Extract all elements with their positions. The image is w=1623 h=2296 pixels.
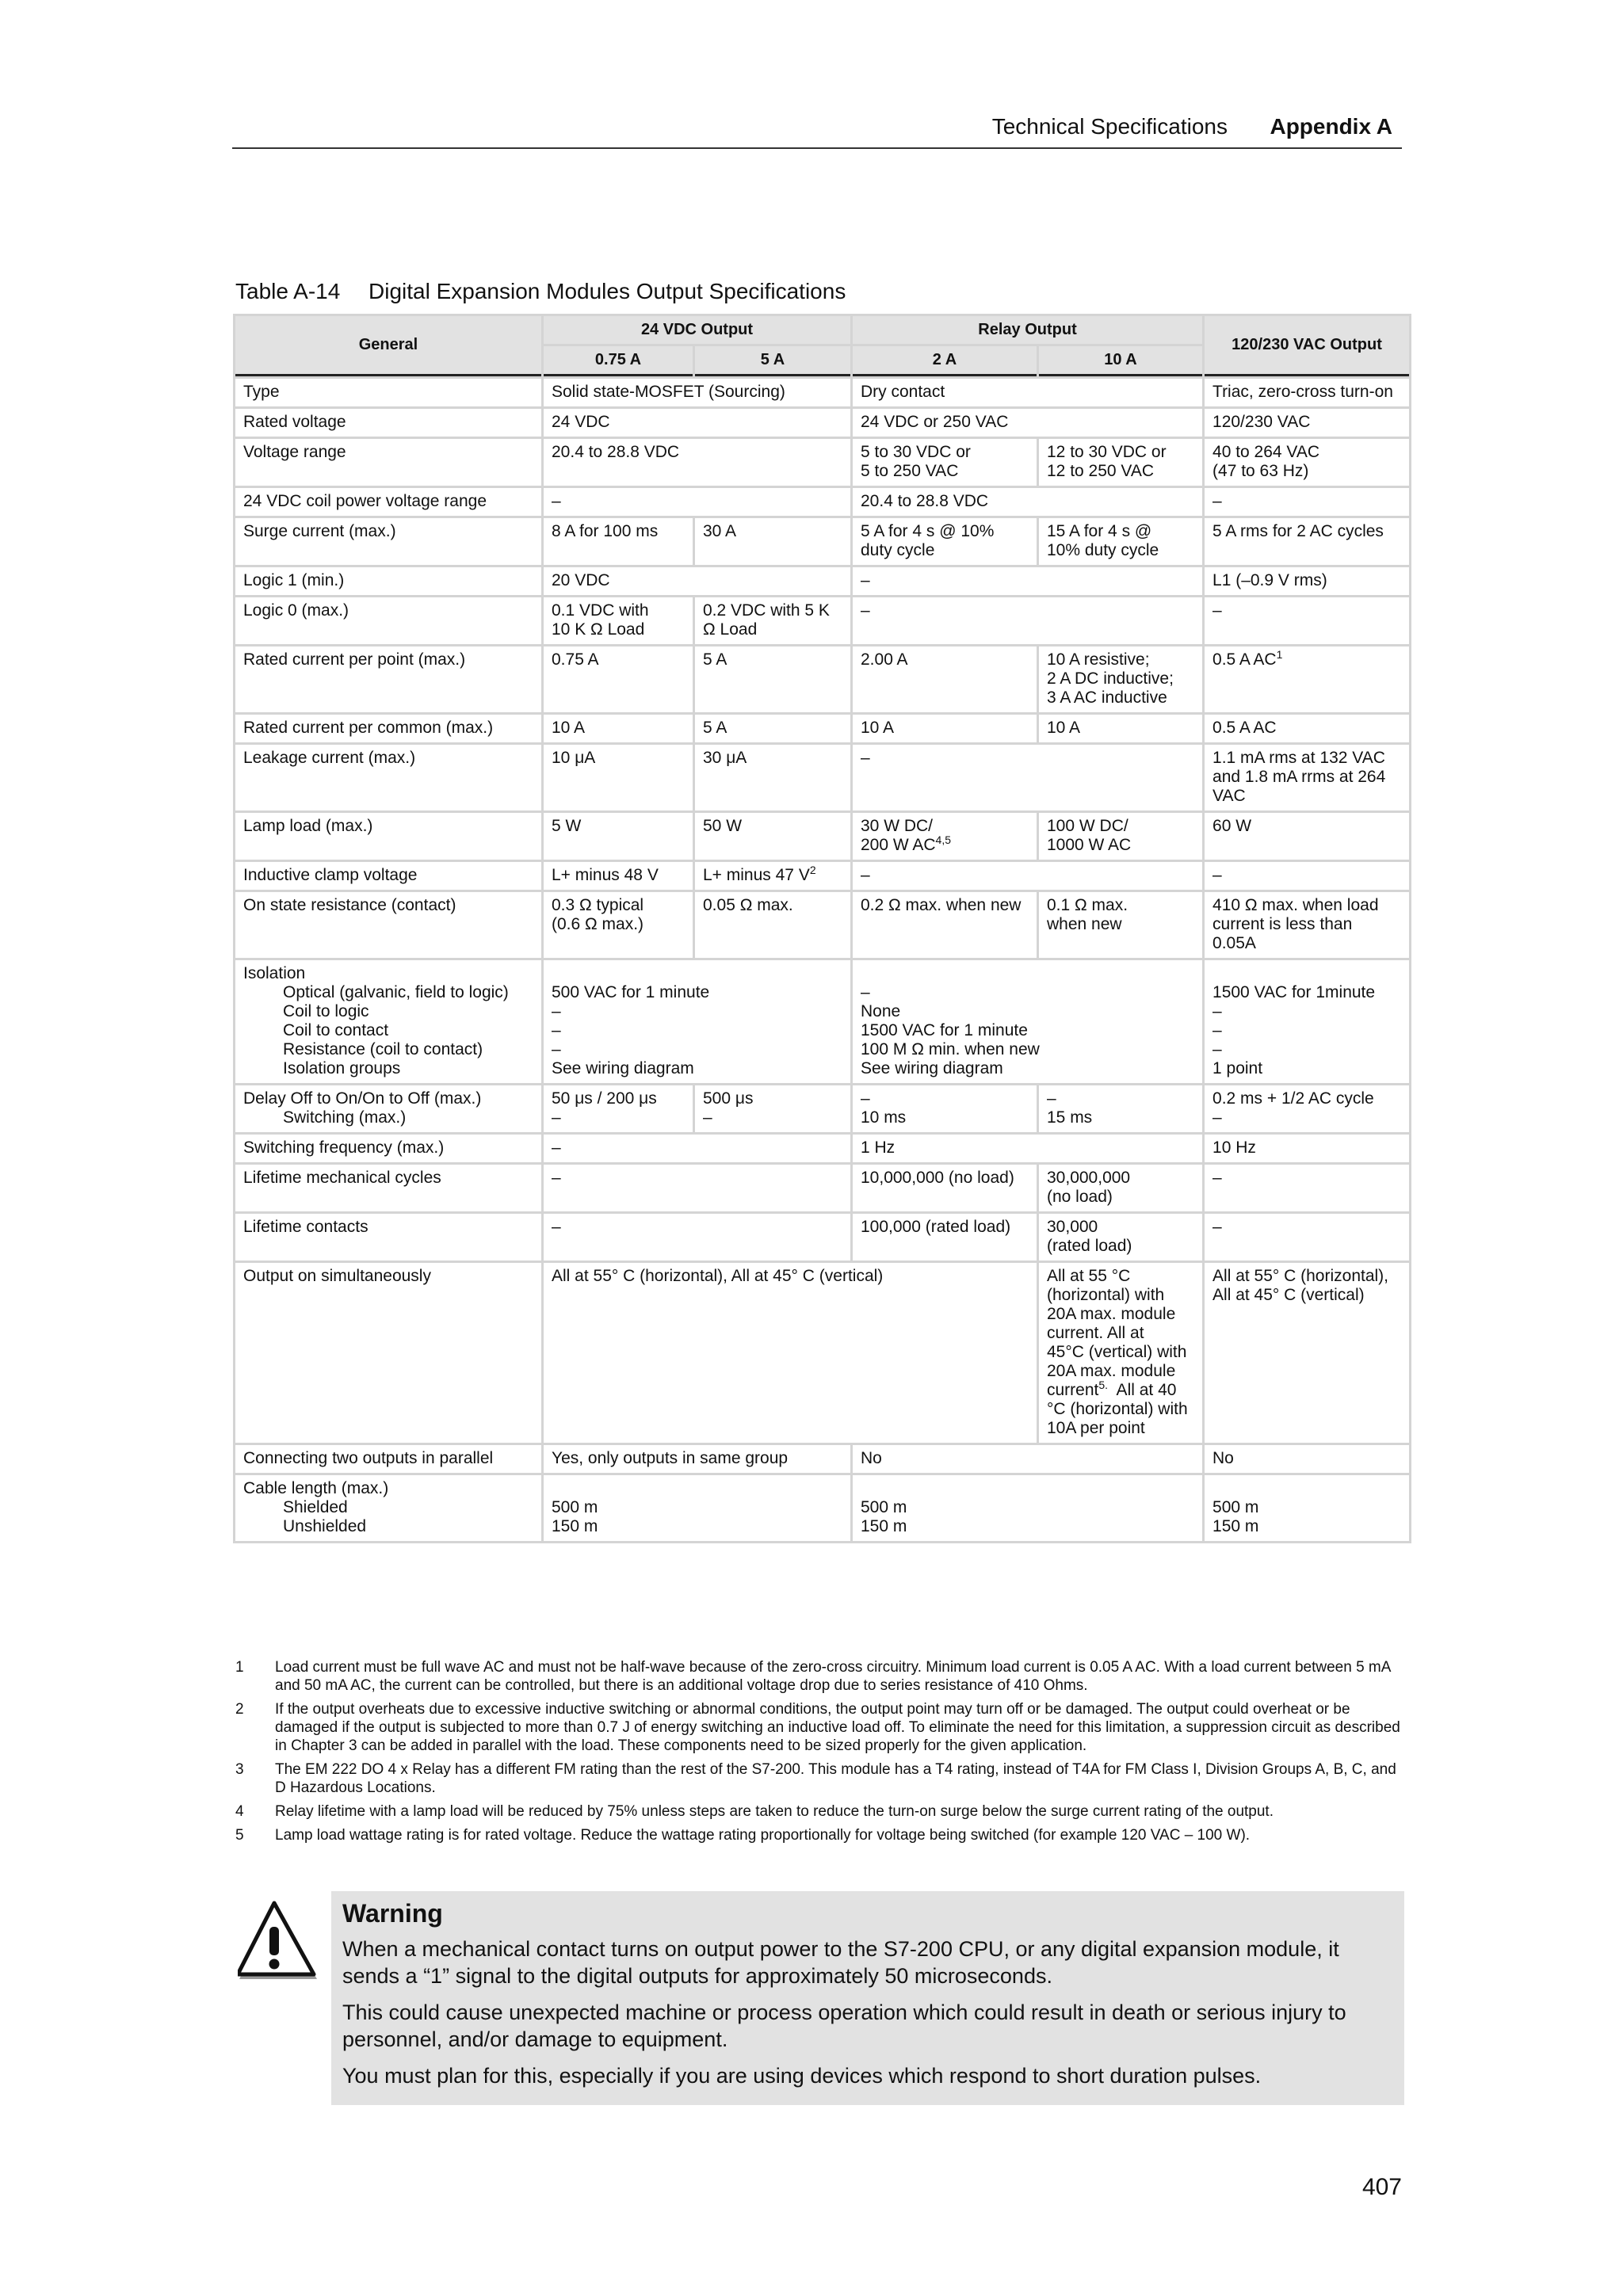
cell-line: 20A max. module [1047,1362,1176,1380]
cell-line: – [552,1108,561,1127]
cell-line: Switching (max.) [283,1108,407,1127]
cell: 24 VDC [544,409,850,437]
cell: 8 A for 100 ms [544,518,693,565]
cell-line: 1000 W AC [1047,836,1132,854]
table-row [235,1445,1409,1473]
cell: 10 Hz [1205,1135,1409,1162]
cell: 10,000,000 (no load) [853,1165,1037,1211]
cell [1205,439,1409,486]
row-label: Leakage current (max.) [235,745,541,810]
cell-text: 0.5 A AC [1212,650,1277,669]
footnote-number: 4 [235,1803,244,1820]
cell-line: 100 W DC/ [1047,817,1128,835]
cell: 10 A [1039,715,1202,742]
cell [1205,892,1409,958]
cell-line: 20A max. module [1047,1305,1176,1323]
cell: Dry contact [853,379,1202,406]
cell-line: – [1047,1089,1056,1108]
cell-line: 150 m [861,1517,907,1535]
cell-line: All at 55 °C [1047,1267,1131,1285]
cell: – [853,567,1202,595]
header-appendix: Appendix A [1270,114,1392,139]
cell: All at 55° C (horizontal), All at 45° C (vertical) [544,1263,1037,1443]
cell [544,960,850,1083]
cell [1039,813,1202,860]
table-caption [235,279,846,304]
cell: 10 μA [544,745,693,810]
row-label: Lamp load (max.) [235,813,541,860]
cell [1039,892,1202,958]
cell: 50 W [695,813,850,860]
table-row [235,518,1409,565]
cell-line: 500 μs [703,1089,754,1108]
cell-line: 0.1 VDC with [552,601,649,620]
row-label: Logic 1 (min.) [235,567,541,595]
cell-line: – [861,983,870,1001]
cell-line: 500 VAC for 1 minute [552,983,710,1001]
footnote-text: Lamp load wattage rating is for rated voltage. Reduce the wattage rating proportionally for voltage being switched (for example 120 VAC – 100 W). [275,1827,1251,1844]
cell-text: current [1047,1381,1099,1399]
cell: No [1205,1445,1409,1473]
cell-line: – [1212,1108,1222,1127]
table-row [235,960,1409,1083]
cell: 5 A rms for 2 AC cycles [1205,518,1409,565]
cell-line: – [861,1089,870,1108]
header-dc-5a: 5 A [695,346,850,376]
cell-line: (rated load) [1047,1237,1132,1255]
cell [1205,1475,1409,1541]
spec-table [233,314,1411,1543]
cell-line: All at 45° C (vertical) [1212,1286,1365,1304]
row-label: Logic 0 (max.) [235,597,541,644]
cell [853,960,1202,1083]
cell-line: current is less than [1212,915,1353,933]
footnote-number: 1 [235,1659,244,1676]
footnotes [235,1658,1404,1850]
cell-text: L+ minus 47 V [703,866,810,884]
cell [544,1475,850,1541]
table-row [235,597,1409,644]
cell-line: Delay Off to On/On to Off (max.) [243,1089,482,1108]
page-number: 407 [1361,2174,1402,2200]
row-label: Switching frequency (max.) [235,1135,541,1162]
header-dc-075a: 0.75 A [544,346,693,376]
row-label: On state resistance (contact) [235,892,541,958]
table-row [235,409,1409,437]
row-label: Inductive clamp voltage [235,862,541,890]
cell [1039,439,1202,486]
cell-line: Shielded [283,1498,348,1516]
cell: 20 VDC [544,567,850,595]
cell: – [853,862,1202,890]
cell-line [552,1479,842,1498]
header-relay-2a: 2 A [853,346,1037,376]
cell-line: None [861,1002,901,1020]
cell [1205,646,1409,712]
warning-triangle-icon [238,1900,327,1989]
cell-line: 1.1 mA rms at 132 VAC [1212,749,1385,767]
cell: 20.4 to 28.8 VDC [853,488,1202,516]
cell: No [853,1445,1202,1473]
cell: 30 μA [695,745,850,810]
cell-line: when new [1047,915,1122,933]
row-label: Connecting two outputs in parallel [235,1445,541,1473]
footnote [235,1802,1404,1821]
cell-line: See wiring diagram [861,1059,1003,1077]
cell-line: Optical (galvanic, field to logic) [283,983,509,1001]
cell-line [1047,1381,1194,1400]
footnote-number: 2 [235,1701,244,1718]
cell-line: and 1.8 mA rrms at 264 [1212,768,1386,786]
table-row [235,379,1409,406]
row-label: Rated voltage [235,409,541,437]
cell [1205,1263,1409,1443]
table-row [235,1085,1409,1132]
table-number: Table A-14 [235,279,341,303]
cell: 10 A [544,715,693,742]
cell-line [861,833,1029,855]
cell [544,892,693,958]
cell-line: Isolation [243,964,306,982]
cell-line: 0.2 ms + 1/2 AC cycle [1212,1089,1374,1108]
cell: – [1205,1165,1409,1211]
cell-line: duty cycle [861,541,935,559]
cell-line: 5 to 250 VAC [861,462,959,480]
cell: 100,000 (rated load) [853,1214,1037,1261]
cell: 60 W [1205,813,1409,860]
table-row [235,745,1409,810]
cell: 5 A [695,646,850,712]
cell: Yes, only outputs in same group [544,1445,850,1473]
cell-line: 30,000 [1047,1218,1098,1236]
cell-line: 40 to 264 VAC [1212,443,1320,461]
cell-line: 12 to 250 VAC [1047,462,1155,480]
cell-line: – [552,1040,561,1058]
cell-line: 500 m [861,1498,907,1516]
cell-line: (horizontal) with [1047,1286,1165,1304]
cell-line: 500 m [552,1498,598,1516]
cell-line: 30,000,000 [1047,1169,1131,1187]
cell-line: 45°C (vertical) with [1047,1343,1187,1361]
cell [695,597,850,644]
cell [1039,646,1202,712]
cell: 24 VDC or 250 VAC [853,409,1202,437]
cell: – [853,745,1202,810]
cell [853,1085,1037,1132]
cell-line: – [1212,1040,1222,1058]
header-relay-10a: 10 A [1039,346,1202,376]
footnote-ref: 4,5 [935,833,952,846]
cell [853,518,1037,565]
cell-line: 12 to 30 VDC or [1047,443,1167,461]
cell: 0.2 Ω max. when new [853,892,1037,958]
header-relay-output: Relay Output [853,316,1202,344]
cell: Solid state-MOSFET (Sourcing) [544,379,850,406]
cell-line: 0.2 VDC with 5 K [703,601,830,620]
row-label [235,1085,541,1132]
header-section: Technical Specifications [991,114,1228,139]
warning-paragraph: When a mechanical contact turns on output power to the S7-200 CPU, or any digital expansion module, it sends a “1” signal to the digital outputs for approximately 50 microseconds. [342,1937,1339,1988]
warning-paragraph: You must plan for this, especially if you are using devices which respond to short duration pulses. [342,2064,1262,2088]
cell-line: 10 ms [861,1108,907,1127]
table-row [235,1165,1409,1211]
cell-line: – [552,1021,561,1039]
table-header-row [235,316,1409,344]
table-row [235,646,1409,712]
table-row [235,1475,1409,1541]
row-label: Voltage range [235,439,541,486]
cell: 20.4 to 28.8 VDC [544,439,850,486]
footnote-text: Load current must be full wave AC and must not be half-wave because of the zero-cross circuitry. Minimum load current is 0.05 A AC. With a load current between 5 mA and 50 mA AC, the current can be controlled, but there is an additional voltage drop due to series resistance of 410 Ohms. [275,1659,1391,1694]
cell [544,597,693,644]
cell: – [544,1135,850,1162]
cell-line: 150 m [1212,1517,1259,1535]
cell: 120/230 VAC [1205,409,1409,437]
cell-line: (47 to 63 Hz) [1212,462,1309,480]
header-24vdc-output: 24 VDC Output [544,316,850,344]
cell: – [1205,1214,1409,1261]
table-row [235,1135,1409,1162]
cell-line: 10A per point [1047,1419,1145,1437]
cell [544,1085,693,1132]
row-label: Rated current per point (max.) [235,646,541,712]
footnote-text: If the output overheats due to excessive inductive switching or abnormal conditions, the output point may turn off or be damaged. The output could overheat or be damaged if the output is subjected to more than 0.7 J of energy switching an inductive load off. To eliminate the need for this limitation, a suppression circuit as described in Chapter 3 can be added in parallel with the load. These components need to be sized properly for the given application. [275,1701,1400,1754]
warning-title: Warning [342,1899,443,1928]
footnote-text: The EM 222 DO 4 x Relay has a different FM rating than the rest of the S7-200. This module has a T4 rating, instead of T4A for FM Class I, Division Groups A, B, C, and D Hazardous Locations. [275,1761,1396,1796]
cell-line: Ω Load [703,620,758,639]
cell-line: 15 ms [1047,1108,1093,1127]
cell-line [552,964,842,983]
table-row [235,715,1409,742]
table-title: Digital Expansion Modules Output Specifications [369,279,846,303]
running-header [232,114,1402,149]
cell [1039,1214,1202,1261]
cell: 5 W [544,813,693,860]
cell-line: See wiring diagram [552,1059,694,1077]
cell-line: 2 A DC inductive; [1047,669,1174,688]
cell: 0.75 A [544,646,693,712]
cell-line: 500 m [1212,1498,1259,1516]
footnote [235,1700,1404,1755]
cell-line: – [1212,1002,1222,1020]
cell: Triac, zero-cross turn-on [1205,379,1409,406]
row-label: Lifetime contacts [235,1214,541,1261]
cell-line: 410 Ω max. when load [1212,896,1379,914]
table-row [235,862,1409,890]
cell-text: All at 40 [1108,1381,1177,1399]
cell-line: Cable length (max.) [243,1479,389,1497]
table-row [235,813,1409,860]
cell-line: 30 W DC/ [861,817,934,835]
cell-line: (no load) [1047,1188,1113,1206]
cell-line: 50 μs / 200 μs [552,1089,657,1108]
footnote-ref: 5. [1098,1379,1109,1391]
table-row [235,1263,1409,1443]
footnote [235,1826,1404,1844]
row-label: 24 VDC coil power voltage range [235,488,541,516]
cell-line: 5 to 30 VDC or [861,443,971,461]
cell: 1 Hz [853,1135,1202,1162]
cell: 2.00 A [853,646,1037,712]
cell: – [544,1214,850,1261]
cell [1205,1085,1409,1132]
cell-line: 0.1 Ω max. [1047,896,1128,914]
cell-line: 5 A for 4 s @ 10% [861,522,995,540]
cell-line: 1 point [1212,1059,1263,1077]
cell-line: 10% duty cycle [1047,541,1159,559]
cell: – [853,597,1202,644]
cell-line: – [552,1002,561,1020]
warning-paragraph: This could cause unexpected machine or process operation which could result in death or serious injury to personnel, and/or damage to equipment. [342,2000,1346,2051]
table-row [235,892,1409,958]
cell-line: Unshielded [283,1517,367,1535]
cell: L+ minus 48 V [544,862,693,890]
row-label [235,1475,541,1541]
cell-line: 1500 VAC for 1 minute [861,1021,1028,1039]
cell-line: All at 55° C (horizontal), [1212,1267,1389,1285]
footnote-ref: 1 [1276,648,1283,661]
table-row [235,1214,1409,1261]
cell [1205,745,1409,810]
cell [853,813,1037,860]
cell: 0.5 A AC [1205,715,1409,742]
cell-text: 200 W AC [861,836,936,854]
cell-line: Coil to contact [283,1021,389,1039]
cell-line: 10 K Ω Load [552,620,645,639]
cell-line: – [703,1108,712,1127]
cell-line: 0.3 Ω typical [552,896,644,914]
row-label: Lifetime mechanical cycles [235,1165,541,1211]
cell-line: 1500 VAC for 1minute [1212,983,1376,1001]
cell: – [1205,597,1409,644]
cell-line: current. All at [1047,1324,1144,1342]
cell-line: (0.6 Ω max.) [552,915,644,933]
cell: 30 A [695,518,850,565]
cell: – [544,488,850,516]
cell [1039,1085,1202,1132]
header-general: General [235,316,541,376]
row-label: Surge current (max.) [235,518,541,565]
cell [853,439,1037,486]
cell-line: Isolation groups [283,1059,401,1077]
cell: L1 (–0.9 V rms) [1205,567,1409,595]
footnote-number: 3 [235,1761,244,1778]
cell [1205,960,1409,1083]
footnote-ref: 2 [809,864,816,876]
footnote-text: Relay lifetime with a lamp load will be reduced by 75% unless steps are taken to reduce the turn-on surge below the surge current rating of the output. [275,1803,1274,1820]
cell-line [1212,964,1401,983]
cell: – [1205,862,1409,890]
cell: 0.05 Ω max. [695,892,850,958]
cell [1039,1165,1202,1211]
cell: – [544,1165,850,1211]
cell [695,1085,850,1132]
cell [1039,518,1202,565]
cell-line [1212,1479,1401,1498]
header-vac-output: 120/230 VAC Output [1205,316,1409,376]
cell: – [1205,488,1409,516]
row-label: Rated current per common (max.) [235,715,541,742]
cell-line: 100 M Ω min. when new [861,1040,1040,1058]
row-label: Output on simultaneously [235,1263,541,1443]
footnote [235,1760,1404,1797]
cell-line: – [1212,1021,1222,1039]
cell: 5 A [695,715,850,742]
cell-line: 150 m [552,1517,598,1535]
cell-line: Coil to logic [283,1002,369,1020]
cell [695,862,850,890]
cell: 10 A [853,715,1037,742]
row-label [235,960,541,1083]
row-label: Type [235,379,541,406]
warning-box [331,1891,1404,2105]
cell-line: 3 A AC inductive [1047,688,1167,707]
cell-line [861,964,1194,983]
cell [853,1475,1202,1541]
footnote-number: 5 [235,1827,244,1844]
cell-line: VAC [1212,787,1246,805]
cell-line: 15 A for 4 s @ [1047,522,1152,540]
table-row [235,488,1409,516]
cell-line: 10 A resistive; [1047,650,1150,669]
cell-line: Resistance (coil to contact) [283,1040,483,1058]
cell-line [861,1479,1194,1498]
cell [1039,1263,1202,1443]
cell-line: 0.05A [1212,934,1256,952]
cell-line: °C (horizontal) with [1047,1400,1188,1418]
table-row [235,567,1409,595]
footnote [235,1658,1404,1695]
table-row [235,439,1409,486]
